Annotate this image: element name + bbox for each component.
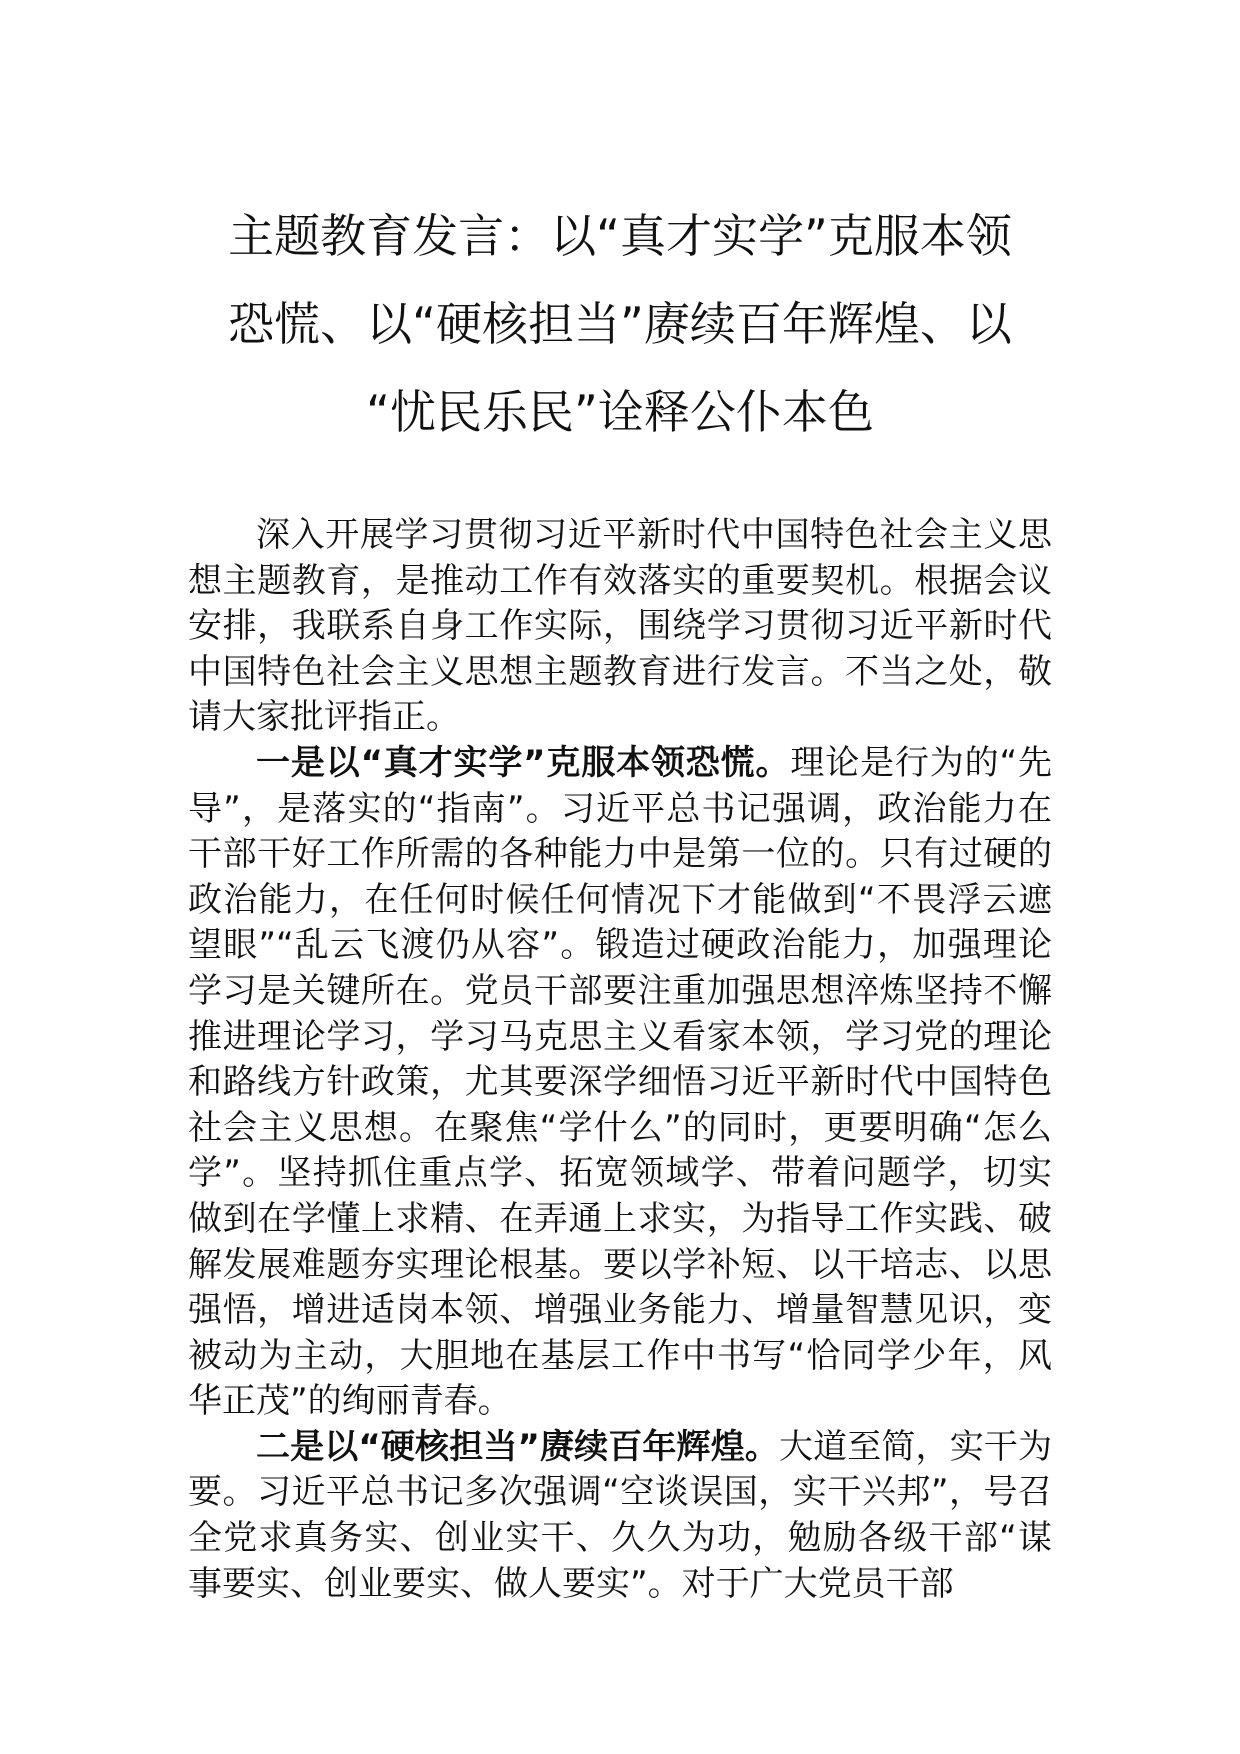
title-line-1: 主题教育发言：以“真才实学”克服本领: [228, 209, 1012, 263]
paragraph-intro: [188, 513, 1052, 741]
paragraph-section-2: [188, 1425, 1052, 1607]
document-body: [188, 513, 1052, 1607]
paragraph-intro-text: 深入开展学习贯彻习近平新时代中国特色社会主义思想主题教育，是推动工作有效落实的重要契机。根据会议安排，我联系自身工作实际，围绕学习贯彻习近平新时代中国特色社会主义思想主题教育进行发言。不当之处，敬请大家批评指正。: [188, 515, 1052, 738]
paragraph-section-1: [188, 741, 1052, 1425]
section-2-text: 大道至简，实干为要。习近平总书记多次强调“空谈误国，实干兴邦”，号召全党求真务实、创业实干、久久为功，勉励各级干部“谋事要实、创业要实、做人要实”。对于广大党员干部: [188, 1426, 1052, 1604]
section-2-heading: 二是以“硬核担当”赓续百年辉煌。: [256, 1426, 779, 1467]
section-1-heading: 一是以“真才实学”克服本领恐慌。: [256, 742, 791, 783]
document-title: [185, 192, 1055, 456]
title-line-2: 恐慌、以“硬核担当”赓续百年辉煌、以: [228, 297, 1012, 351]
section-1-text: 理论是行为的“先导”，是落实的“指南”。习近平总书记强调，政治能力在干部干好工作所需的各种能力中是第一位的。只有过硬的政治能力，在任何时候任何情况下才能做到“不畏浮云遮望眼”“乱云飞渡仍从容”。锻造过硬政治能力，加强理论学习是关键所在。党员干部要注重加强思想淬炼坚持不懈推进理论学习，学习马克思主义看家本领，学习党的理论和路线方针政策，尤其要深学细悟习近平新时代中国特色社会主义思想。在聚焦“学什么”的同时，更要明确“怎么学”。坚持抓住重点学、拓宽领域学、带着问题学，切实做到在学懂上求精、在弄通上求实，为指导工作实践、破解发展难题夯实理论根基。要以学补短、以干培志、以思强悟，增进适岗本领、增强业务能力、增量智慧见识，变被动为主动，大胆地在基层工作中书写“恰同学少年，风华正茂”的绚丽青春。: [188, 742, 1052, 1422]
title-line-3: “忧民乐民”诠释公仆本色: [366, 385, 874, 439]
